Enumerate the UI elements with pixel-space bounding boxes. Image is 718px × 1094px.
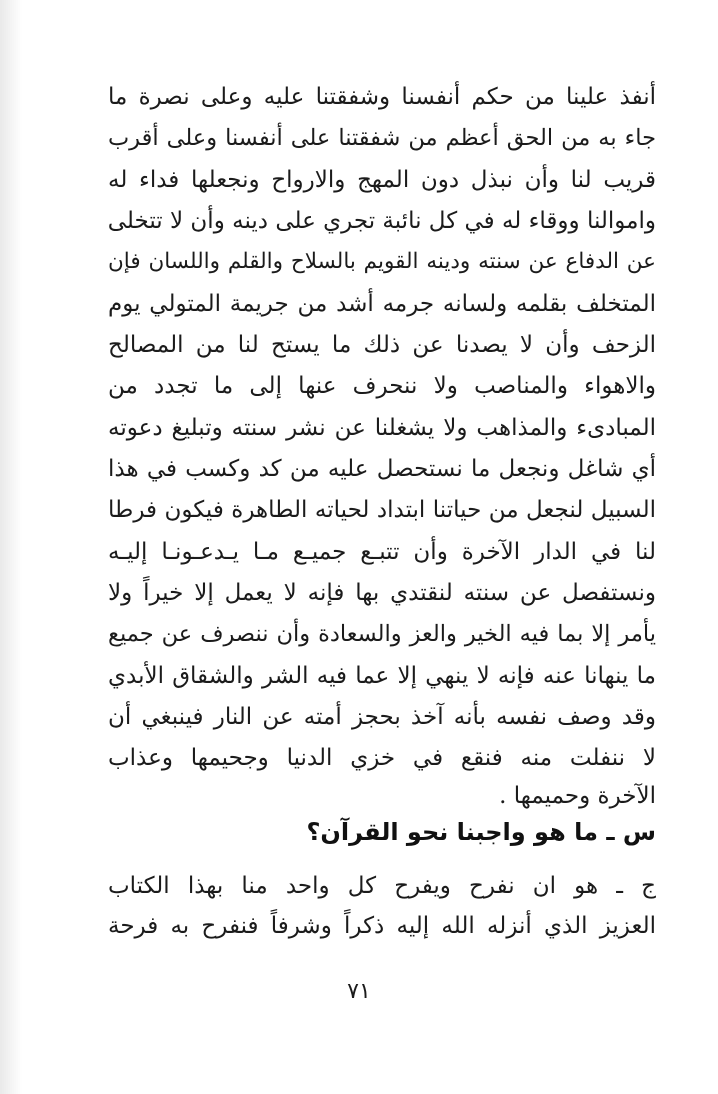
text-line-1: أنفذ علينا من حكم أنفسنا وشفقتنا عليه وعلى نصرة ما <box>108 84 656 110</box>
text-line-11: السبيل لنجعل من حياتنا ابتداد لحياته الطاهرة فيكون فرطا <box>108 497 656 523</box>
page-edge-shadow <box>0 0 22 1094</box>
text-line-5: عن الدفاع عن سنته ودينه القويم بالسلاح والقلم واللسان فإن <box>108 249 656 274</box>
text-line-15: ما ينهانا عنه فإنه لا ينهي إلا عما فيه الشر والشقاق الأبدي <box>108 663 656 689</box>
text-line-10: أي شاغل ونجعل ما نستحصل عليه من كد وكسب في هذا <box>108 456 656 482</box>
answer-line-1: ج ـ هو ان نفرح ويفرح كل واحد منا بهذا الكتاب <box>108 873 656 899</box>
text-line-4: واموالنا ووقاء له في كل نائبة تجري على دينه وأن لا تتخلى <box>108 208 656 234</box>
text-line-16: وقد وصف نفسه بأنه آخذ بحجز أمته عن النار فينبغي أن <box>108 704 656 730</box>
text-line-17: لا ننفلت منه فنقع في خزي الدنيا وجحيمها وعذاب <box>108 745 656 771</box>
text-line-18: الآخرة وحميمها . <box>499 783 656 809</box>
section-question-heading: س ـ ما هو واجبنا نحو القرآن؟ <box>306 818 656 846</box>
text-line-13: ونستفصل عن سنته لنقتدي بها فإنه لا يعمل إلا خيراً ولا <box>108 580 656 606</box>
text-line-6: المتخلف بقلمه ولسانه جرمه أشد من جريمة المتولي يوم <box>108 291 656 317</box>
text-line-2: جاء به من الحق أعظم من شفقتنا على أنفسنا وعلى أقرب <box>108 125 656 151</box>
text-line-3: قريب لنا وأن نبذل دون المهج والارواح ونجعلها فداء له <box>108 167 656 193</box>
text-line-7: الزحف وأن لا يصدنا عن ذلك ما يستح لنا من المصالح <box>108 332 656 358</box>
text-line-14: يأمر إلا بما فيه الخير والعز والسعادة وأن ننصرف عن جميع <box>108 621 656 647</box>
answer-line-2: العزيز الذي أنزله الله إليه ذكراً وشرفاً فنفرح به فرحة <box>108 913 656 939</box>
text-line-12: لنا في الدار الآخرة وأن تتبـع جميـع مـا يـدعـونـا إليـه <box>108 539 656 565</box>
page-number: ٧١ <box>347 979 371 1004</box>
text-line-8: والاهواء والمناصب ولا ننحرف عنها إلى ما تجدد من <box>108 373 656 399</box>
text-line-9: المبادىء والمذاهب ولا يشغلنا عن نشر سنته وتبليغ دعوته <box>108 415 656 441</box>
